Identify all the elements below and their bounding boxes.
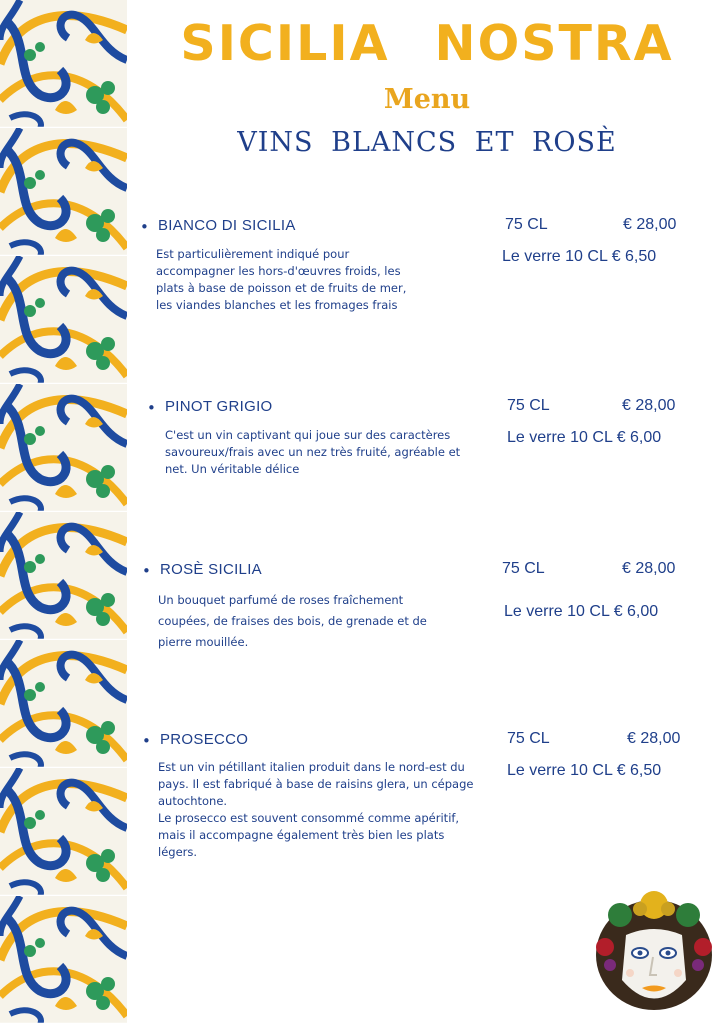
wine-name: PINOT GRIGIO — [165, 398, 273, 415]
glass-price: Le verre 10 CL € 6,50 — [502, 248, 657, 265]
wine-description: Est un vin pétillant italien produit dans le nord-est du pays. Il est fabriqué à base de raisins glera, un cépage autochtone. Le prosecco est souvent consommé comme apéritif, mais il accompagne également très bien les plats légers. — [158, 760, 474, 859]
wine-description: C'est un vin captivant qui joue sur des caractères savoureux/frais avec un nez très fruité, agréable et net. Un véritable délice — [165, 428, 461, 476]
wine-name: ROSÈ SICILIA — [160, 561, 262, 578]
bottle-price: € 28,00 — [622, 560, 676, 577]
glass-price: Le verre 10 CL € 6,50 — [507, 762, 662, 779]
wine-description: Un bouquet parfumé de roses fraîchement coupées, de fraises des bois, de grenade et de pierre mouillée. — [158, 593, 427, 649]
bottle-price: € 28,00 — [623, 216, 677, 233]
ceramic-head-illustration — [590, 885, 718, 1020]
bottle-price: € 28,00 — [622, 397, 676, 414]
bottle-size: 75 CL — [505, 216, 548, 233]
bottle-price: € 28,00 — [627, 730, 681, 747]
menu-subtitle: Menu — [383, 84, 471, 115]
bullet-icon: • — [142, 732, 151, 750]
bottle-size: 75 CL — [502, 560, 545, 577]
glass-price: Le verre 10 CL € 6,00 — [504, 603, 659, 620]
section-heading: VINS BLANCS ET ROSÈ — [237, 127, 617, 158]
glass-price: Le verre 10 CL € 6,00 — [507, 429, 662, 446]
bullet-icon: • — [140, 218, 149, 236]
bullet-icon: • — [147, 399, 156, 417]
majolica-tile-border — [0, 0, 127, 1024]
restaurant-title: SICILIA NOSTRA — [180, 15, 674, 72]
wine-name: BIANCO DI SICILIA — [158, 217, 296, 234]
bottle-size: 75 CL — [507, 397, 550, 414]
bullet-icon: • — [142, 562, 151, 580]
wine-name: PROSECCO — [160, 731, 249, 748]
bottle-size: 75 CL — [507, 730, 550, 747]
wine-description: Est particulièrement indiqué pour accompagner les hors-d'œuvres froids, les plats à base de poisson et de fruits de mer, les viandes blanches et les fromages frais — [156, 247, 407, 312]
